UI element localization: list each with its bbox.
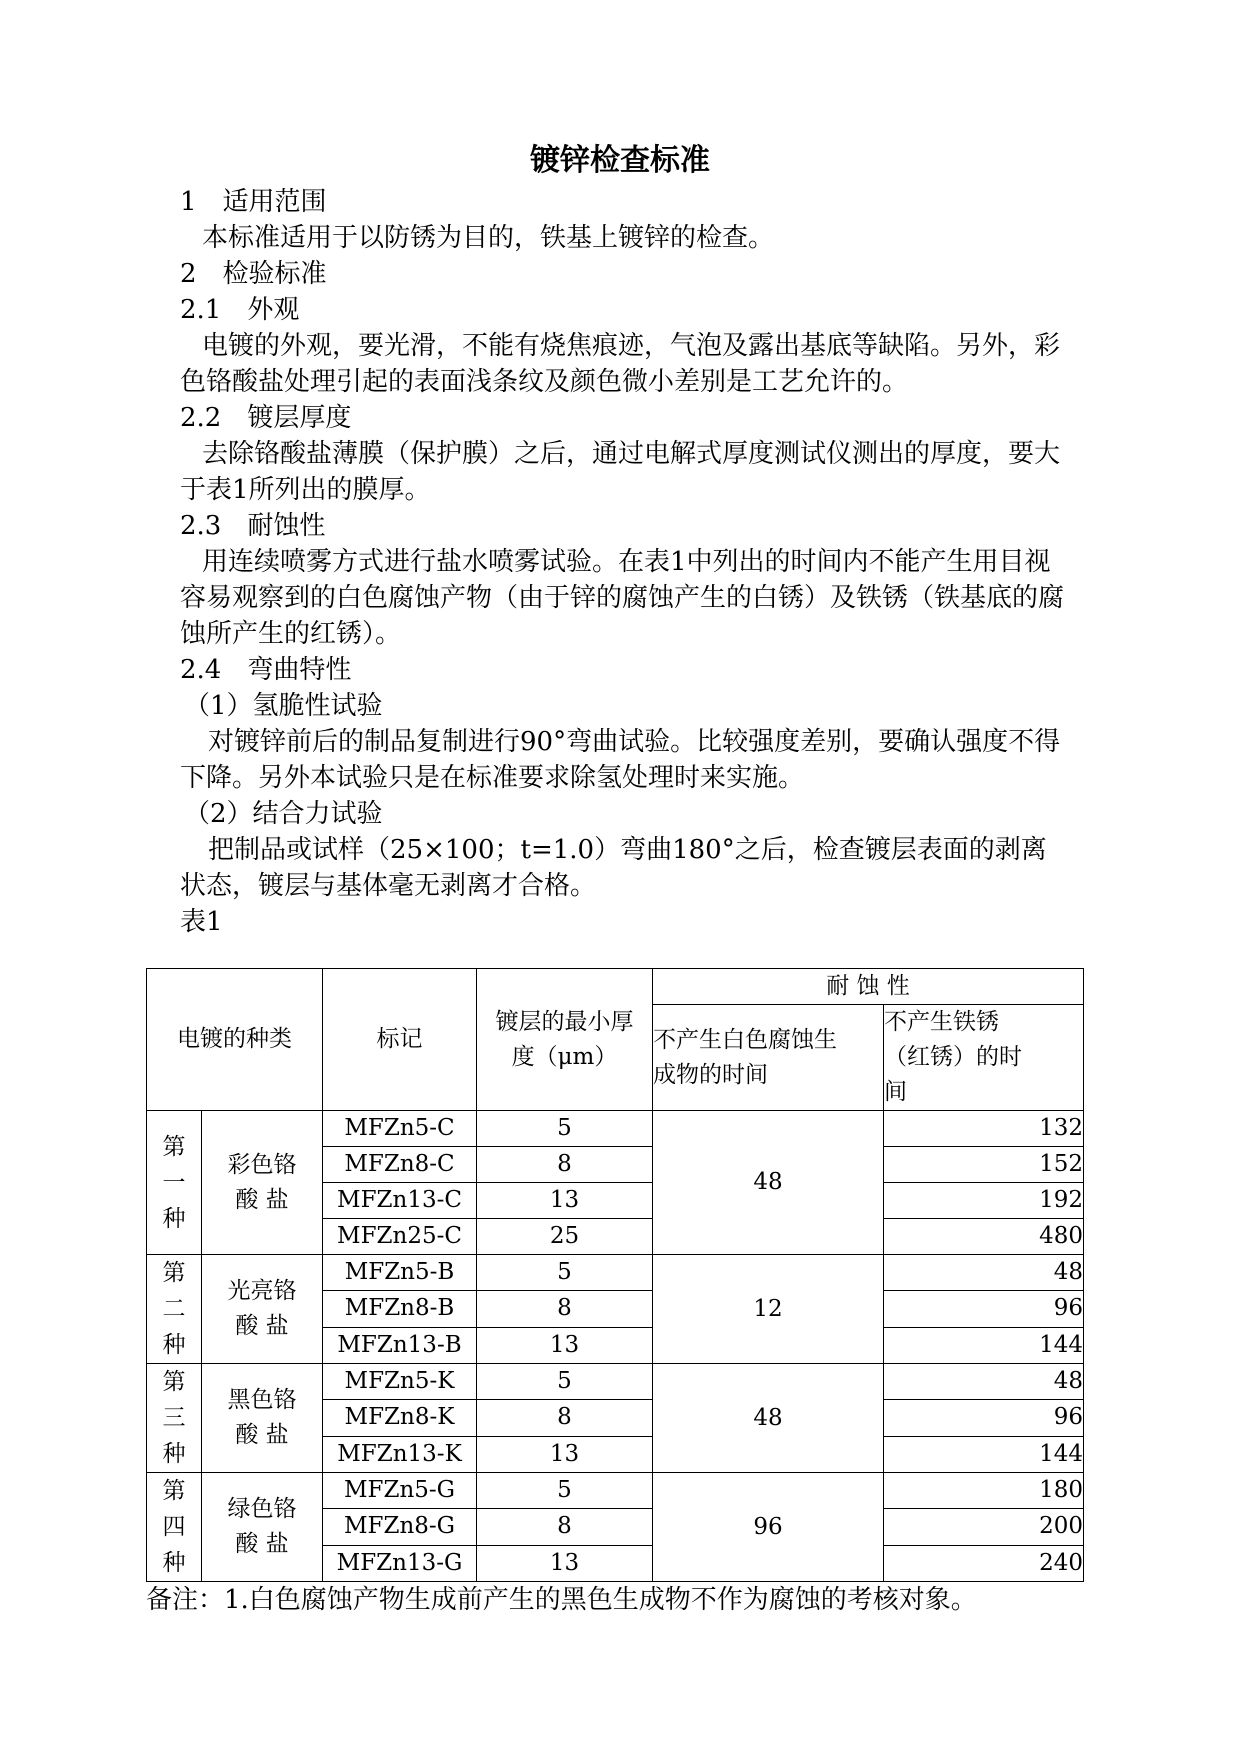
mark-cell: MFZn25-C [323,1219,477,1255]
section-2-4-heading: 2.4 弯曲特性 [180,655,352,685]
group-type-line2: 酸 盐 [235,1422,289,1448]
group-type-line1: 光亮铬 [227,1278,297,1304]
group-type [202,1111,323,1255]
section-1-heading: 1 适用范围 [180,187,327,217]
thickness-cell: 13 [477,1183,653,1219]
group-kind-char: 三 [162,1405,186,1431]
group-type [202,1473,323,1582]
group-kind-char: 第 [162,1260,186,1286]
thickness-cell: 8 [477,1291,653,1327]
group-kind-char: 四 [162,1514,186,1540]
table-note: 备注：1.白色腐蚀产物生成前产生的黑色生成物不作为腐蚀的考核对象。 [146,1585,977,1615]
group-kind [147,1364,202,1473]
table-header-row-1 [147,969,1084,1005]
group-type-line1: 黑色铬 [227,1387,297,1413]
document-title: 镀锌检查标准 [530,143,710,178]
section-2-4-1-heading: （1）氢脆性试验 [184,691,383,721]
thickness-cell: 5 [477,1364,653,1400]
red-time-cell: 96 [884,1291,1084,1327]
white-time-cell: 48 [653,1111,884,1255]
table-caption: 表1 [180,907,223,937]
group-kind-char: 一 [162,1169,186,1196]
section-2-3-text: 用连续喷雾方式进行盐水喷雾试验。在表1中列出的时间内不能产生用目视容易观察到的白色腐蚀产物（由于锌的腐蚀产生的白锈）及铁锈（铁基底的腐蚀所产生的红锈）。 [180,547,1065,649]
header-white-line2: 成物的时间 [653,1061,768,1088]
section-2-1-text: 电镀的外观，要光滑，不能有烧焦痕迹，气泡及露出基底等缺陷。另外，彩色铬酸盐处理引起的表面浅条纹及颜色微小差别是工艺允许的。 [180,331,1061,397]
white-time-cell: 12 [653,1255,884,1364]
red-time-cell: 48 [884,1255,1084,1291]
table-row [147,1111,1084,1147]
group-kind-char: 第 [162,1369,186,1395]
group-kind [147,1255,202,1364]
section-2-1-heading: 2.1 外观 [180,295,300,325]
mark-cell: MFZn13-G [323,1545,477,1581]
mark-cell: MFZn13-C [323,1183,477,1219]
thickness-cell: 13 [477,1436,653,1472]
thickness-cell: 8 [477,1147,653,1183]
red-time-cell: 144 [884,1327,1084,1363]
header-white-time [653,1005,884,1111]
mark-cell: MFZn5-K [323,1364,477,1400]
thickness-cell: 13 [477,1327,653,1363]
group-type-line2: 酸 盐 [235,1313,289,1339]
thickness-cell: 5 [477,1111,653,1147]
table-row [147,1364,1084,1400]
section-2-3-heading: 2.3 耐蚀性 [180,511,326,541]
group-type-line2: 酸 盐 [235,1531,289,1557]
mark-cell: MFZn5-C [323,1111,477,1147]
group-type [202,1364,323,1473]
group-kind-char: 种 [162,1550,186,1576]
header-min-thickness [477,969,653,1111]
document-body [180,184,1065,940]
header-min-thickness-line1: 镀层的最小厚 [495,1008,634,1035]
group-type-line1: 绿色铬 [227,1496,297,1522]
thickness-cell: 8 [477,1509,653,1545]
red-time-cell: 240 [884,1545,1084,1581]
mark-cell: MFZn5-B [323,1255,477,1291]
header-red-line2: （红锈）的时 [884,1044,1022,1070]
header-red-line1: 不产生铁锈 [884,1009,999,1035]
plating-table [146,968,1084,1582]
section-2-2-text: 去除铬酸盐薄膜（保护膜）之后，通过电解式厚度测试仪测出的厚度，要大于表1所列出的膜厚。 [180,439,1061,505]
group-kind [147,1473,202,1582]
thickness-cell: 5 [477,1255,653,1291]
thickness-cell: 25 [477,1219,653,1255]
group-type-line1: 彩色铬 [227,1151,297,1178]
group-kind-char: 二 [162,1296,186,1322]
white-time-cell: 48 [653,1364,884,1473]
mark-cell: MFZn8-C [323,1147,477,1183]
thickness-cell: 5 [477,1473,653,1509]
red-time-cell: 180 [884,1473,1084,1509]
red-time-cell: 132 [884,1111,1084,1147]
table-row [147,1473,1084,1509]
red-time-cell: 192 [884,1183,1084,1219]
section-2-4-1-text: 对镀锌前后的制品复制进行90°弯曲试验。比较强度差别，要确认强度不得下降。另外本试验只是在标准要求除氢处理时来实施。 [180,727,1061,793]
mark-cell: MFZn8-B [323,1291,477,1327]
section-2-heading: 2 检验标准 [180,259,327,289]
mark-cell: MFZn8-K [323,1400,477,1436]
thickness-cell: 13 [477,1545,653,1581]
red-time-cell: 200 [884,1509,1084,1545]
header-min-thickness-line2: 度（μm） [511,1043,618,1070]
mark-cell: MFZn13-K [323,1436,477,1472]
group-kind-char: 种 [162,1205,186,1232]
section-2-4-2-text: 把制品或试样（25×100；t=1.0）弯曲180°之后，检查镀层表面的剥离状态，镀层与基体毫无剥离才合格。 [180,835,1047,901]
group-type [202,1255,323,1364]
group-type-line2: 酸 盐 [235,1186,289,1213]
red-time-cell: 48 [884,1364,1084,1400]
header-mark: 标记 [323,969,477,1111]
group-kind-char: 第 [162,1133,186,1160]
table-row [147,1255,1084,1291]
red-time-cell: 144 [884,1436,1084,1472]
header-red-time [884,1005,1084,1111]
mark-cell: MFZn5-G [323,1473,477,1509]
header-white-line1: 不产生白色腐蚀生 [653,1026,837,1053]
group-kind [147,1111,202,1255]
section-2-2-heading: 2.2 镀层厚度 [180,403,352,433]
thickness-cell: 8 [477,1400,653,1436]
red-time-cell: 152 [884,1147,1084,1183]
white-time-cell: 96 [653,1473,884,1582]
group-kind-char: 第 [162,1478,186,1504]
mark-cell: MFZn13-B [323,1327,477,1363]
mark-cell: MFZn8-G [323,1509,477,1545]
red-time-cell: 480 [884,1219,1084,1255]
header-kind: 电镀的种类 [147,969,323,1111]
header-corrosion: 耐 蚀 性 [653,969,1084,1005]
red-time-cell: 96 [884,1400,1084,1436]
group-kind-char: 种 [162,1441,186,1467]
group-kind-char: 种 [162,1332,186,1358]
header-red-line3: 间 [884,1079,907,1105]
section-2-4-2-heading: （2）结合力试验 [184,799,383,829]
section-1-text: 本标准适用于以防锈为目的，铁基上镀锌的检查。 [202,223,775,253]
